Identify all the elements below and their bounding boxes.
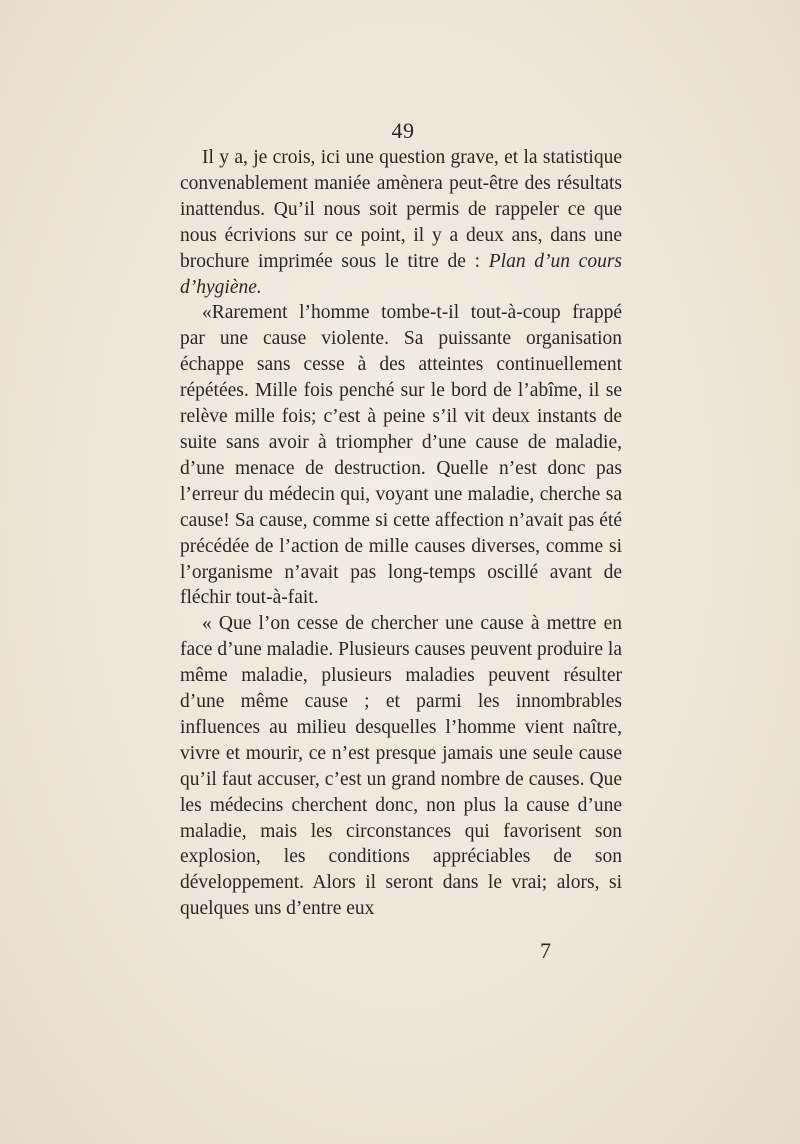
body-text <box>180 145 622 922</box>
page-number: 49 <box>391 118 415 143</box>
italic-title: Plan d’un cours d’hygiène. <box>180 250 623 298</box>
paragraph-1-text: Il y a, je crois, ici une question grave, et la statistique convenablement maniée amènera peut-être des résultats inattendus. Qu’il nous soit permis de rappeler ce que nous écrivions sur ce point, il y a deux ans, dans une brochure imprimée sous le titre de : <box>180 147 622 272</box>
paragraph-3: « Que l’on cesse de chercher une cause à mettre en face d’une maladie. Plusieurs causes peuvent produire la même maladie, plusieurs maladies peuvent résulter d’une même cause ; et parmi les innombrables influences au milieu desquelles l’homme vient naître, vivre et mourir, ce n’est presque jamais une seule cause qu’il faut accuser, c’est un grand nombre de causes. Que les médecins cherchent donc, non plus la cause d’une maladie, mais les circonstances qui favorisent son explosion, les conditions appréciables de son développement. Alors il seront dans le vrai; alors, si quelques uns d’entre eux <box>180 613 622 920</box>
paragraph-1 <box>180 145 622 300</box>
signature-mark: 7 <box>540 938 551 963</box>
paragraph-2: «Rarement l’homme tombe-t-il tout-à-coup frappé par une cause violente. Sa puissante organisation échappe sans cesse à des atteintes continuellement répétées. Mille fois penché sur le bord de l’abîme, il se relève mille fois; c’est à peine s’il vit deux instants de suite sans avoir à triompher d’une cause de maladie, d’une menace de destruction. Quelle n’est donc pas l’erreur du médecin qui, voyant une maladie, cherche sa cause! Sa cause, comme si cette affection n’avait pas été précédée de l’action de mille causes diverses, comme si l’organisme n’avait pas long-temps oscillé avant de fléchir tout-à-fait. <box>180 302 622 609</box>
